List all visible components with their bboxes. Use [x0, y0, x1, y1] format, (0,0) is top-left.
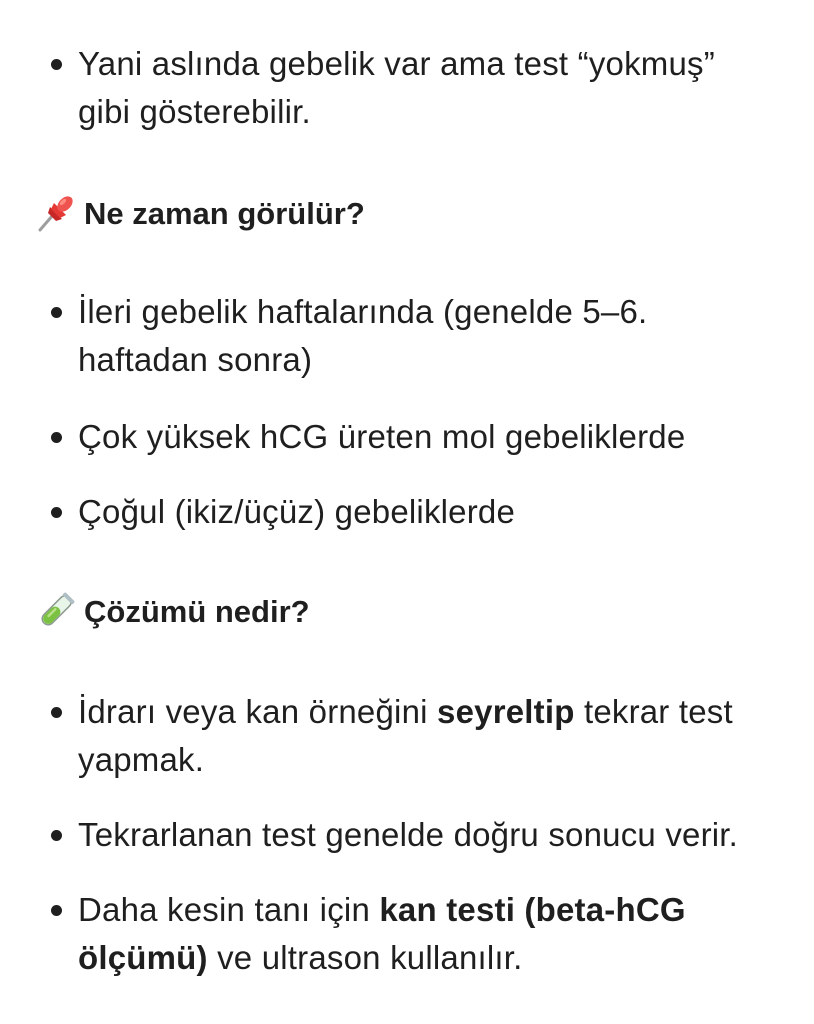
bullet-dot — [51, 59, 62, 70]
section-heading-when — [36, 192, 365, 236]
bullet-dot — [51, 905, 62, 916]
bullet-dot — [51, 432, 62, 443]
list-item-text: Daha kesin tanı için kan testi (beta-hCG — [78, 891, 686, 928]
list-item — [48, 688, 788, 784]
list-item — [48, 811, 788, 859]
bold-text: kan testi (beta-hCG — [379, 891, 686, 928]
list-item-text: İdrarı veya kan örneğini seyreltip tekrar test — [78, 693, 733, 730]
list-item-text: Yani aslında gebelik var ama test “yokmuş” — [78, 45, 715, 82]
list-item-text: Çok yüksek hCG üreten mol gebeliklerde — [78, 418, 686, 455]
list-item — [48, 886, 788, 982]
bullet-dot — [51, 507, 62, 518]
test-tube-icon — [36, 591, 76, 631]
list-item-text: haftadan sonra) — [78, 341, 313, 378]
list-item-text: ölçümü) ve ultrason kullanılır. — [78, 939, 523, 976]
list-item-text: yapmak. — [78, 741, 205, 778]
list-item-text: Tekrarlanan test genelde doğru sonucu verir. — [78, 816, 739, 853]
bold-text: seyreltip — [437, 693, 575, 730]
list-item-intro — [48, 40, 788, 136]
bullet-dot — [51, 830, 62, 841]
bullet-dot — [51, 307, 62, 318]
list-item-text: gibi gösterebilir. — [78, 93, 311, 130]
section-heading-solution — [36, 590, 310, 634]
list-item — [48, 288, 788, 384]
bullet-dot — [51, 707, 62, 718]
list-item — [48, 413, 788, 461]
bold-text: ölçümü) — [78, 939, 208, 976]
list-item-text: Çoğul (ikiz/üçüz) gebeliklerde — [78, 493, 516, 530]
section-title: Çözümü nedir? — [84, 594, 310, 629]
section-title: Ne zaman görülür? — [84, 196, 365, 231]
list-item — [48, 488, 788, 536]
pushpin-icon — [36, 193, 76, 233]
list-item-text: İleri gebelik haftalarında (genelde 5–6. — [78, 293, 648, 330]
